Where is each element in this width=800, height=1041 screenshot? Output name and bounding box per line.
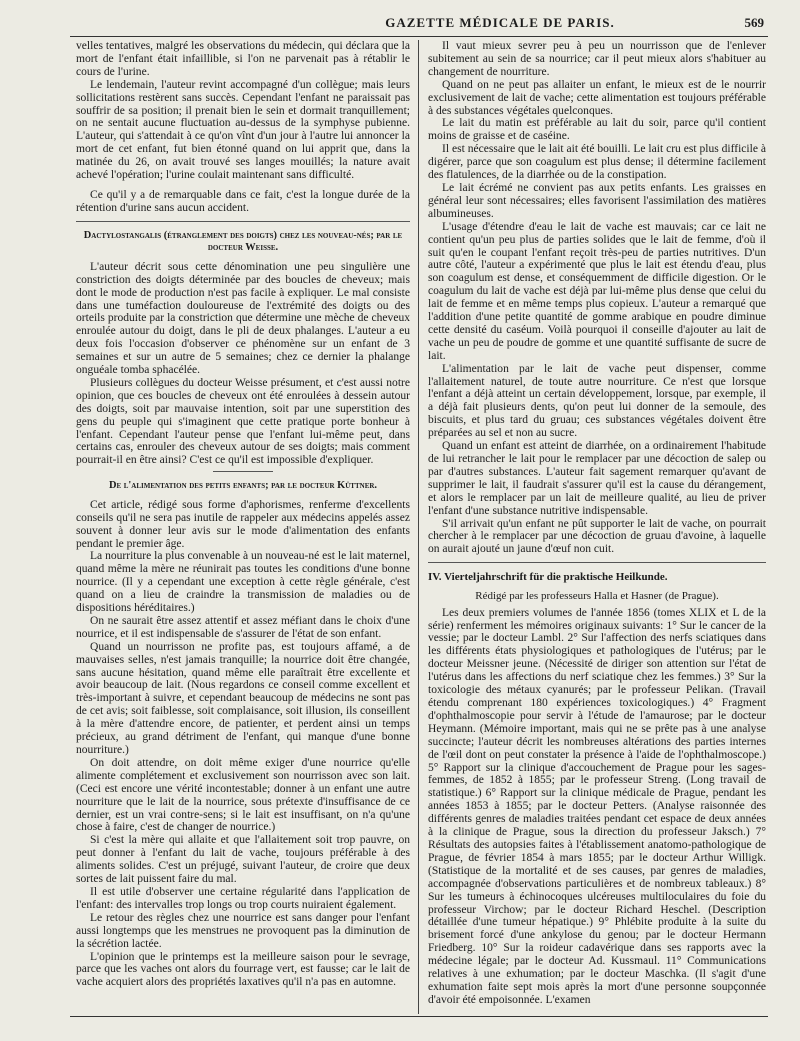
paragraph: Si c'est la mère qui allaite et que l'allaitement soit trop pauvre, on peut donner à l'enfant du lait de vache, toujours préférable à des aliments solides. C'est un préjugé, suivant l'auteur, de croire que deux sortes de lait puissent faire du mal. bbox=[76, 834, 410, 886]
footer-rule bbox=[70, 1016, 768, 1017]
paragraph: L'alimentation par le lait de vache peut dispenser, comme l'allaitement naturel, de toute autre nourriture. Ce n'est que lorsque l'enfant a déjà atteint un certain développement, lorsque, par exemple, il a déjà fait plusieurs dents, qu'on peut lui donner de la semoule, des biscuits, et plus tard du gruau; ces substances végétales doivent être préparées au sel et non au sucre. bbox=[428, 362, 766, 440]
paragraph: Le lait du matin est préférable au lait du soir, parce qu'il contient moins de graisse et de caséine. bbox=[428, 117, 766, 143]
paragraph: Ce qu'il y a de remarquable dans ce fait, c'est la longue durée de la rétention d'urine sans aucun accident. bbox=[76, 188, 410, 214]
paragraph: La nourriture la plus convenable à un nouveau-né est le lait maternel, quand même la mère ne réunirait pas toutes les conditions d'une bonne nourrice. (Il y a cependant une exception à cette règle générale, c'est quand on a lieu de craindre la transmission de maladies ou de dispositions héréditaires.) bbox=[76, 550, 410, 615]
paragraph: Il est nécessaire que le lait ait été bouilli. Le lait cru est plus difficile à digérer, parce que son coagulum est plus dense; il détermine facilement des flatulences, de la diarrhée ou de la constipation. bbox=[428, 143, 766, 182]
paragraph: Quand un enfant est atteint de diarrhée, on a ordinairement l'habitude de lui retrancher le lait pour le remplacer par une décoction de salep ou par d'autres substances. L'auteur fait sagement remarquer qu'avant de supprimer le lait, il faudrait s'assurer qu'il est la cause du dérangement, et alors le remplacer par un lait de meilleure qualité, au lieu de priver l'enfant d'une substance nutritive indispensable. bbox=[428, 440, 766, 517]
paragraph: Il vaut mieux sevrer peu à peu un nourrisson que de l'enlever subitement au sein de sa nourrice; car il peut mieux alors s'habituer au changement de nourriture. bbox=[428, 40, 766, 78]
right-column bbox=[428, 40, 766, 1014]
section-title-vierteljahrschrift: IV. Vierteljahrschrift für die praktische Heilkunde. bbox=[428, 571, 668, 584]
paragraph: Le lendemain, l'auteur revint accompagné d'un collègue; mais leurs sollicitations restèrent sans succès. Cependant l'enfant ne paraissait pas souffrir de sa position; il prenait bien le sein et dormait tranquillement; on ne sentait aucune fluctuation au-dessus de la symphyse pubienne. L'auteur, qui s'attendait à ce qu'on vînt d'un jour à l'autre lui annoncer la mort de cet enfant, fut bien étonné quand on lui apprit que, dans la matinée du 26, on avait trouvé ses langes mouillés; la nature avait achevé l'opération; l'urine coulait maintenant sans difficulté. bbox=[76, 78, 410, 182]
paragraph: Les deux premiers volumes de l'année 1856 (tomes XLIX et L de la série) renferment les mémoires originaux suivants: 1° Sur le cancer de la vessie; par le docteur Lambl. 2° Sur l'affection des nerfs sciatiques dans les différents états physiologiques et pathologiques de l'utérus; par le docteur Meissner jeune. (Nécessité de diriger son attention sur l'état de l'utérus dans les affections du nerf sciatique chez les femmes.) 3° Sur la toxicologie des métaux cyanurés; par le professeur Pelikan. (Travail étendu comprenant 180 expériences toxicologiques.) 4° Fragment d'ophthalmoscopie pour servir à l'étude de l'amaurose; par le docteur Heymann. (Mémoire important, mais qui ne se prête pas à une analyse succincte; l'auteur décrit les nombreuses altérations des parties internes de l'œil dont on peut constater la présence à l'aide de l'ophthalmoscope.) 5° Rapport sur la clinique d'accouchement de Prague pour les sages-femmes, de 1852 à 1855; par le professeur Streng. (Long travail de statistique.) 6° Rapport sur la clinique médicale de Prague, pendant les années 1853 à 1855; par le docteur Petters. (Analyse raisonnée des différents genres de maladies traitées pendant cet espace de deux années à la clinique de Prague, sous la direction du professeur Jaksch.) 7° Résultats des autopsies faites à l'établissement anatomo-pathologique de Prague, de février 1854 à mars 1855; par le docteur Arthur Willigk. (Statistique de la mortalité et de ses causes, par genres de maladies, accompagnée d'observations particulières et de nombreux tableaux.) 8° Sur les tumeurs à échinocoques ulcéreuses multiloculaires du foie du professeur Virchow; par le docteur Richard Heschel. (Description détaillée d'une tumeur hépatique.) 9° Phlébite produite à la suite du brisement forcé d'une ankylose du genou; par le docteur Hermann Friedberg. 10° Sur la roideur cadavérique dans ses rapports avec la médecine légale; par le docteur Ad. Kussmaul. 11° Communications relatives à une exhumation; par le docteur Maschka. (Il s'agit d'une exhumation faite sept mois après la mort d'une personne soupçonnée d'avoir été empoisonnée. L'examen bbox=[428, 606, 766, 1006]
paragraph: Plusieurs collègues du docteur Weisse présument, et c'est aussi notre opinion, que ces boucles de cheveux ont été enroulées à dessein autour des doigts, soit par mauvaise intention, soit par une superstition des gens du peuple qui s'imaginent que cette pratique porte bonheur à l'enfant. Cependant l'auteur pense que l'enfant lui-même peut, dans certains cas, enrouler des cheveux autour de ses doigts; mais comment pourrait-il en être ainsi? C'est ce qu'il est impossible d'expliquer. bbox=[76, 376, 410, 467]
column-divider bbox=[418, 40, 419, 1014]
paragraph: Le lait écrémé ne convient pas aux petits enfants. Les graisses en général leur sont nécessaires; elles favorisent l'assimilation des matières albumineuses. bbox=[428, 181, 766, 220]
paragraph: Quand un nourrisson ne profite pas, est toujours affamé, a de mauvaises selles, n'est jamais tranquille; la nourrice doit être changée, sans aucune hésitation, quand même elle paraîtrait être excellente et avoir beaucoup de lait. (Nous regardons ce conseil comme excellent et très-important à suivre, et cependant beaucoup de médecins ne sont pas de cet avis; soit faiblesse, soit complaisance, soit illusion, ils conseillent à la mère d'attendre encore, de patienter, et perdent ainsi un temps précieux, au grand détriment de l'enfant, qui manque d'une bonne nourriture.) bbox=[76, 640, 410, 756]
paragraph: L'opinion que le printemps est la meilleure saison pour le sevrage, parce que les vaches ont alors du fourrage vert, est fausse; car le lait de vache acquiert alors des propriétés laxatives qu'il n'a pas en automne. bbox=[76, 950, 410, 989]
section-rule bbox=[213, 471, 273, 472]
paragraph: Il est utile d'observer une certaine régularité dans l'application de l'enfant: des intervalles trop longs ou trop courts nuiraient également. bbox=[76, 885, 410, 911]
paragraph: On ne saurait être assez attentif et assez méfiant dans le choix d'une nourrice, et il est indispensable de s'assurer de l'état de son enfant. bbox=[76, 614, 410, 640]
section-rule bbox=[76, 221, 410, 222]
header-rule bbox=[70, 36, 768, 37]
paragraph: Quand on ne peut pas allaiter un enfant, le mieux est de le nourrir exclusivement de lait de vache; cette alimentation est toujours préférable à des substances végétales quelconques. bbox=[428, 78, 766, 117]
page-header-title: GAZETTE MÉDICALE DE PARIS. bbox=[385, 15, 615, 30]
section-title-dactylostangalis: Dactylostangalis (étranglement des doigts) chez les nouveau-nés; par le docteur Weisse. bbox=[83, 229, 403, 254]
left-column bbox=[76, 40, 410, 1014]
paragraph: velles tentatives, malgré les observations du médecin, qui déclara que la mort de l'enfant était infaillible, si l'on ne parvenait pas à rétablir le cours de l'urine. bbox=[76, 40, 410, 78]
paragraph: L'usage d'étendre d'eau le lait de vache est mauvais; car ce lait ne contient qu'un peu plus de parties solides que le lait de femme, d'où il suit qu'en le coupant l'enfant reçoit très-peu de parties nutritives. D'un autre côté, l'auteur a expérimenté que plus le lait est étendu d'eau, plus son coagulum est dense, et conséquemment de difficile digestion. Or le coagulum du lait de vache est déjà par lui-même plus dense que celui du lait de femme et en même temps plus copieux. L'auteur a remarqué que l'addition d'une petite quantité de gomme arabique en poudre diminue cette densité du caséum. Voilà pourquoi il conseille d'ajouter au lait de vache un peu de poudre de gomme et une quantité suffisante de sucre de lait. bbox=[428, 220, 766, 362]
paragraph: L'auteur décrit sous cette dénomination une peu singulière une constriction des doigts déterminée par des boucles de cheveux; mais dont le mode de production n'est pas facile à expliquer. Le mal consiste dans une tuméfaction douloureuse de l'extrémité des doigts ou des orteils produite par la constriction que détermine une mèche de cheveux enroulée autour du doigt, dans le pli de deux phalanges. L'auteur a eu deux fois l'occasion d'observer ce phénomène sur un enfant de 3 semaines et sur un autre de 5 semaines; chez ce dernier la phalange onguéale tomba sphacélée. bbox=[76, 260, 410, 377]
section-rule bbox=[428, 562, 766, 563]
paragraph: Cet article, rédigé sous forme d'aphorismes, renferme d'excellents conseils qu'il ne sera pas inutile de rappeler aux médecins appelés assez souvent à donner leur avis sur le mode d'alimentation des enfants pendant le premier âge. bbox=[76, 498, 410, 550]
paragraph: S'il arrivait qu'un enfant ne pût supporter le lait de vache, on pourrait chercher à le remplacer par une décoction de gruau d'avoine, à laquelle on aurait ajouté un jaune d'œuf non cuit. bbox=[428, 517, 766, 556]
page-number: 569 bbox=[744, 15, 764, 30]
paragraph: On doit attendre, on doit même exiger d'une nourrice qu'elle alimente complétement et exclusivement son nourrisson avec son lait. (Ceci est encore une vérité incontestable; donner à un enfant une autre nourriture que le lait de la nourrice, sous prétexte d'insuffisance de ce dernier, est un vrai contre-sens; si le lait est insuffisant, on n'a qu'une chose à faire, c'est de changer de nourrice.) bbox=[76, 756, 410, 834]
section-subtitle: Rédigé par les professeurs Halla et Hasner (de Prague). bbox=[475, 589, 719, 602]
paragraph: Le retour des règles chez une nourrice est sans danger pour l'enfant aussi longtemps que les menstrues ne provoquent pas la diminution de la sécrétion lactée. bbox=[76, 911, 410, 950]
section-title-alimentation: De l'alimentation des petits enfants; par le docteur Küttner. bbox=[108, 480, 378, 492]
